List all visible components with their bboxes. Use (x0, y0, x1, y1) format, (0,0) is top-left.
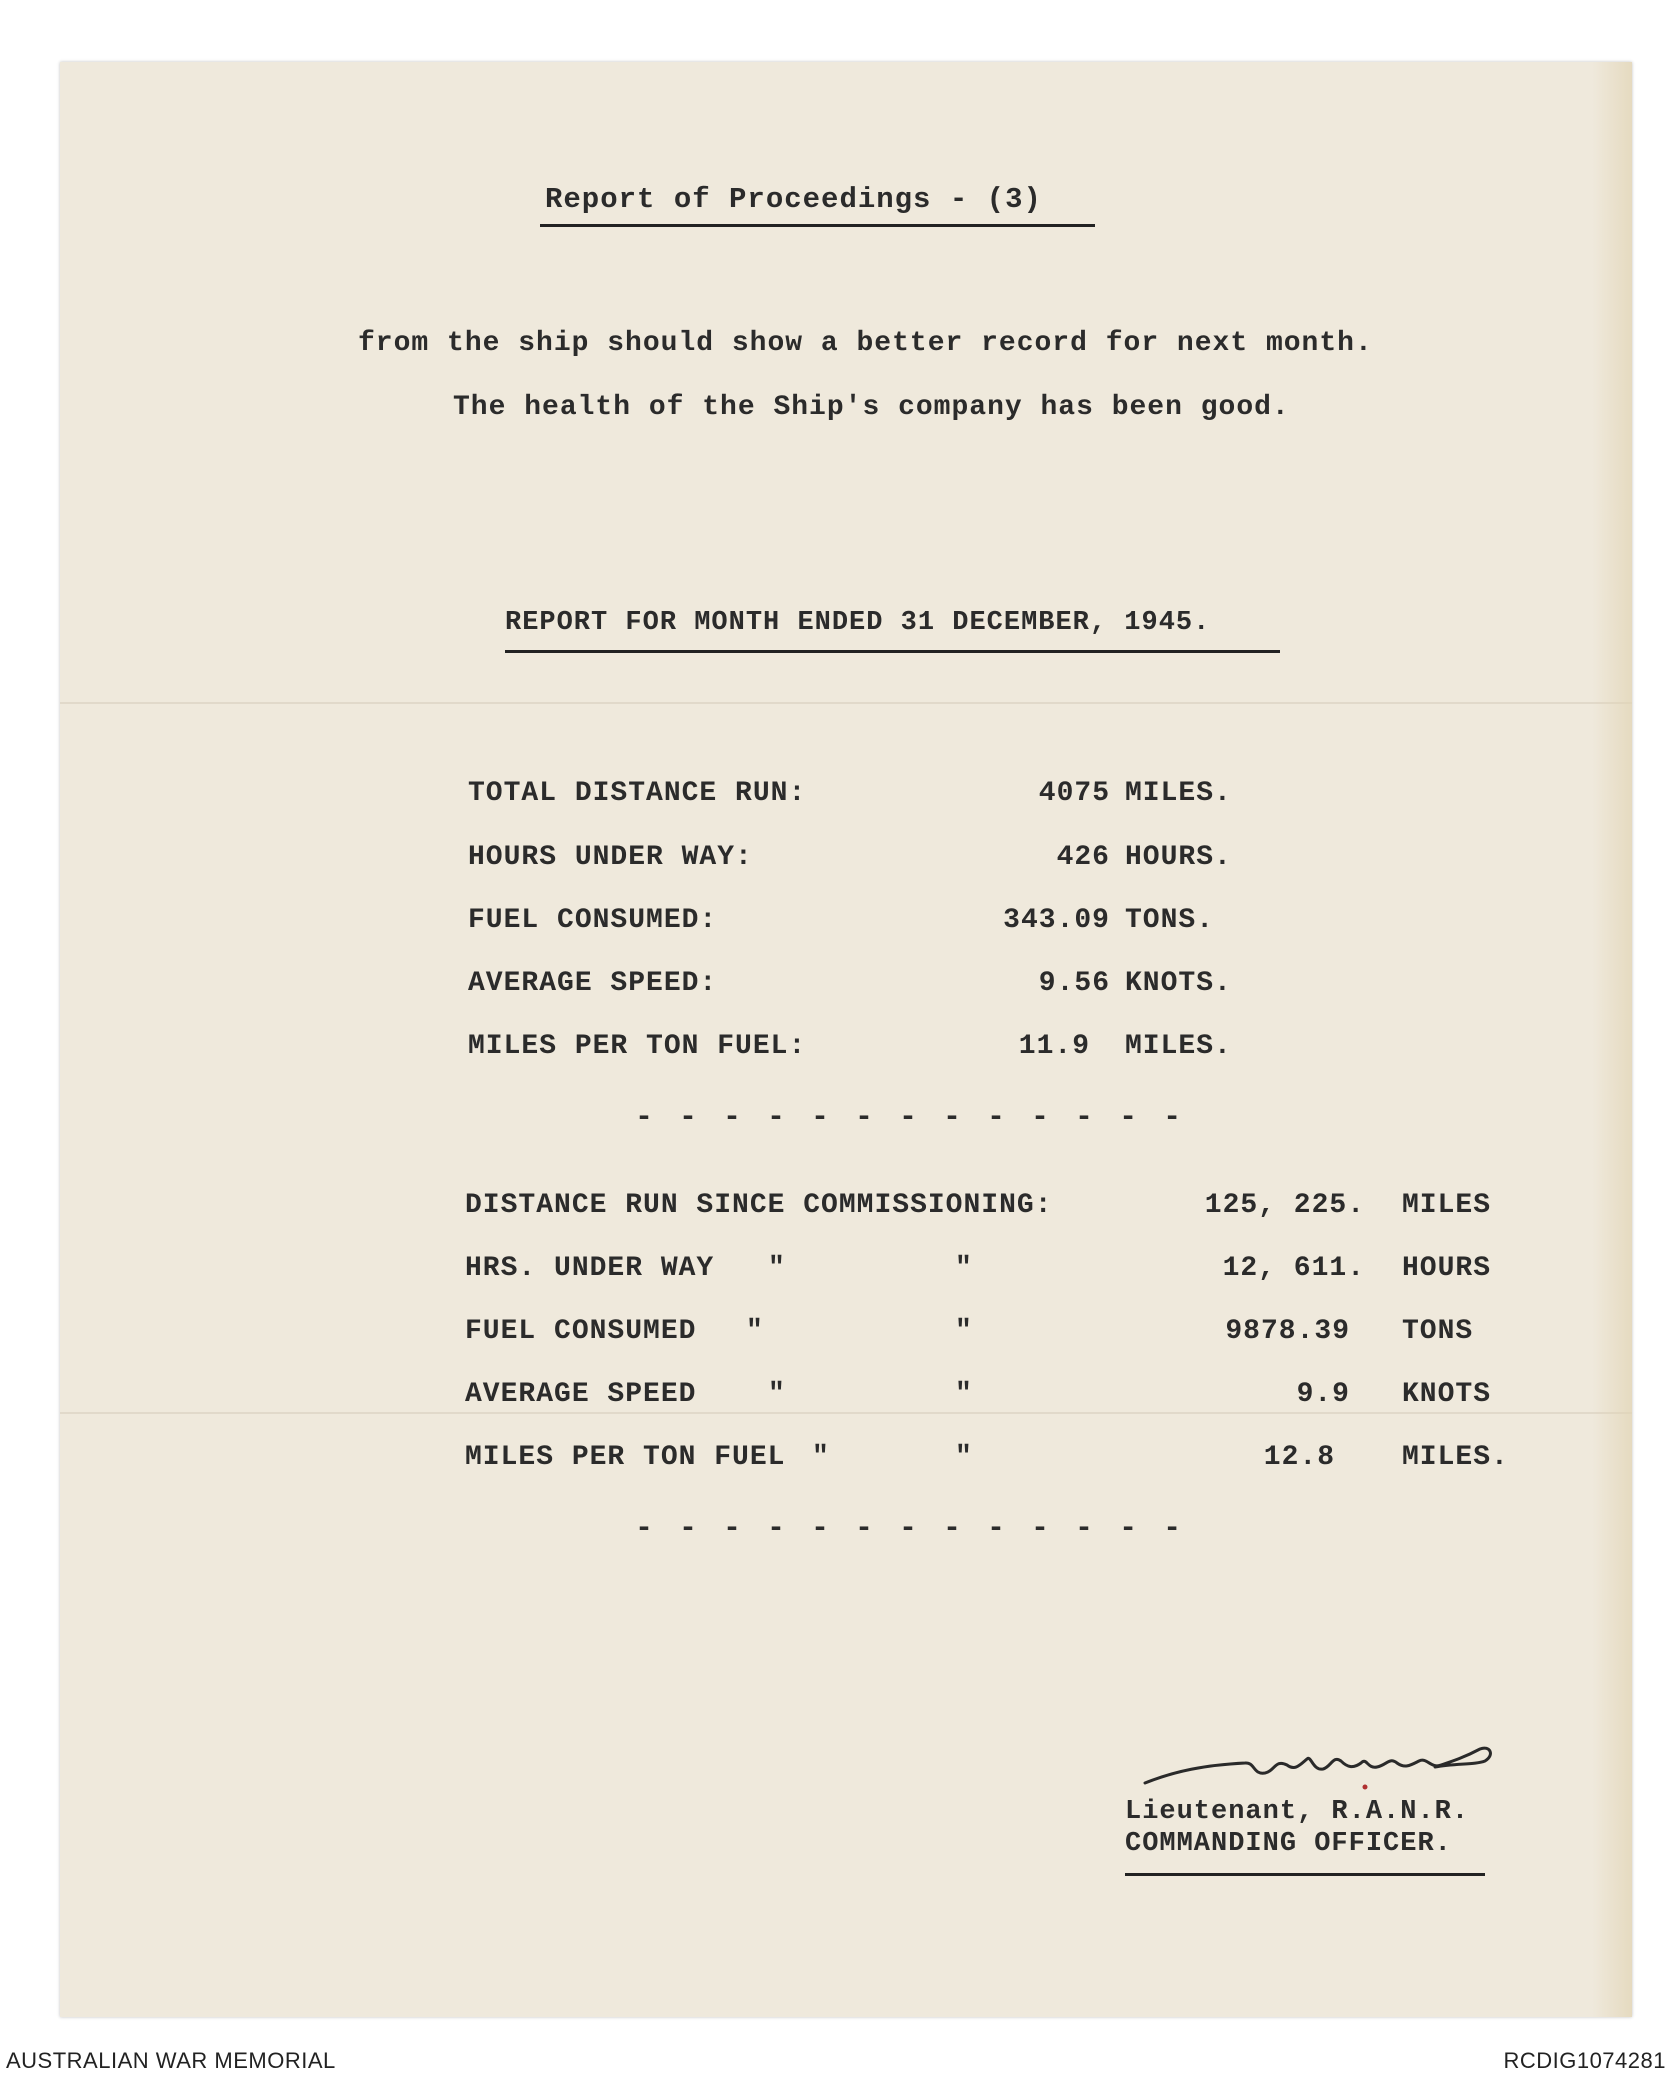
paper-fold (60, 1412, 1632, 1414)
stat-label: MILES PER TON FUEL (465, 1442, 786, 1473)
footer-right: RCDIG1074281 (1503, 2048, 1666, 2073)
body-line-1: from the ship should show a better record for next month. (358, 328, 1373, 359)
stat-value: 9878.39 (1225, 1316, 1350, 1347)
ditto-mark: " (955, 1253, 973, 1284)
signature-underline (1125, 1873, 1485, 1876)
stat-unit: KNOTS. (1125, 968, 1232, 999)
ditto-mark: " (812, 1442, 830, 1473)
stat-value: 9.9 (1296, 1379, 1350, 1410)
stat-value: 4075 (1038, 778, 1110, 809)
stat-value: 11.9 (1018, 1031, 1090, 1062)
stat-unit: TONS. (1125, 905, 1215, 936)
heading-underline (505, 650, 1280, 653)
stat-unit: HOURS (1402, 1253, 1492, 1284)
stat-unit: MILES. (1402, 1442, 1509, 1473)
stat-unit: MILES. (1125, 778, 1232, 809)
stat-unit: MILES (1402, 1190, 1492, 1221)
separator-1: - - - - - - - - - - - - - (635, 1101, 1186, 1135)
stat-value: 343.09 (1003, 905, 1110, 936)
stat-unit: HOURS. (1125, 842, 1232, 873)
ditto-mark: " (955, 1379, 973, 1410)
stat-label: AVERAGE SPEED: (468, 968, 718, 999)
separator-2: - - - - - - - - - - - - - (635, 1512, 1186, 1546)
ditto-mark: " (955, 1442, 973, 1473)
paper-fold (60, 702, 1632, 704)
stat-label: DISTANCE RUN SINCE COMMISSIONING: (465, 1190, 1053, 1221)
report-heading: REPORT FOR MONTH ENDED 31 DECEMBER, 1945. (505, 608, 1211, 638)
ditto-mark: " (768, 1379, 786, 1410)
stat-value: 12, 611. (1222, 1253, 1365, 1284)
signature-role: COMMANDING OFFICER. (1125, 1829, 1452, 1859)
stat-label: FUEL CONSUMED: (468, 905, 718, 936)
body-line-2: The health of the Ship's company has been good. (453, 392, 1290, 423)
stat-value: 9.56 (1038, 968, 1110, 999)
stat-unit: MILES. (1125, 1031, 1232, 1062)
ditto-mark: " (955, 1316, 973, 1347)
ditto-mark: " (746, 1316, 764, 1347)
stat-label: HOURS UNDER WAY: (468, 842, 753, 873)
footer-left: AUSTRALIAN WAR MEMORIAL (6, 2048, 336, 2073)
title-underline (540, 224, 1095, 227)
stat-unit: TONS (1402, 1316, 1474, 1347)
stat-label: FUEL CONSUMED (465, 1316, 697, 1347)
report-title: Report of Proceedings - (3) (545, 183, 1042, 216)
stat-unit: KNOTS (1402, 1379, 1492, 1410)
stat-label: TOTAL DISTANCE RUN: (468, 778, 807, 809)
ditto-mark: " (768, 1253, 786, 1284)
stat-label: MILES PER TON FUEL: (468, 1031, 807, 1062)
handwritten-signature (1135, 1735, 1515, 1795)
signature-rank: Lieutenant, R.A.N.R. (1125, 1797, 1470, 1827)
stat-value: 125, 225. (1204, 1190, 1365, 1221)
stat-value: 12.8 (1263, 1442, 1335, 1473)
stat-label: HRS. UNDER WAY (465, 1253, 715, 1284)
stat-value: 426 (1056, 842, 1110, 873)
stat-label: AVERAGE SPEED (465, 1379, 697, 1410)
